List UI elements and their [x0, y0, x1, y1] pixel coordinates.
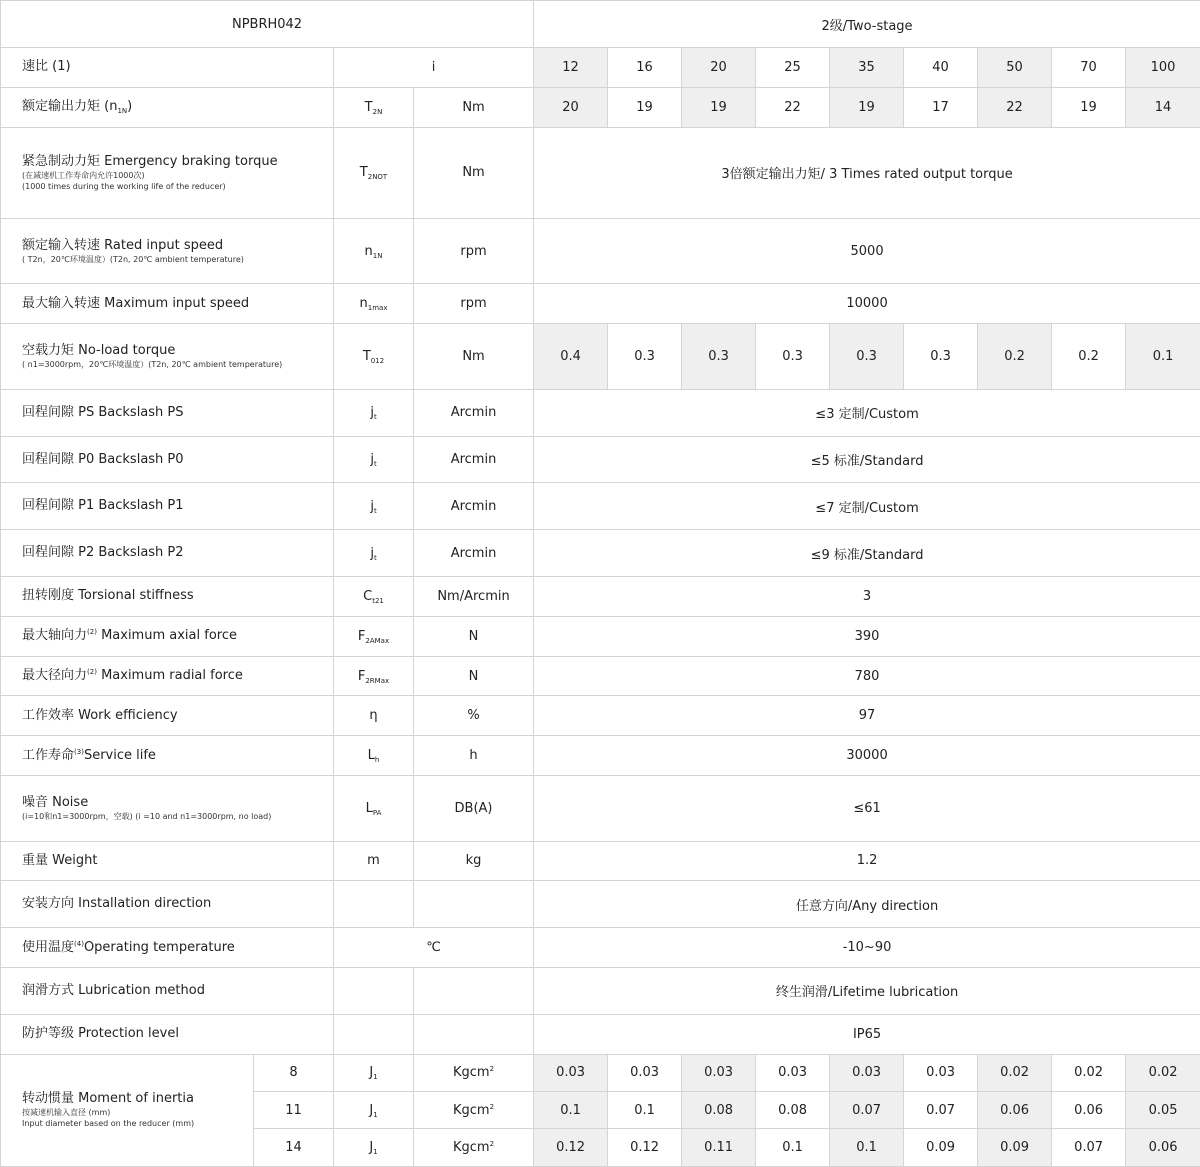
value-cell: 0.03: [682, 1054, 756, 1091]
value-cell: 50: [978, 48, 1052, 88]
value-cell: 0.4: [534, 324, 608, 390]
row-unit: Kgcm$^2$: [414, 1129, 534, 1167]
row-unit: Arcmin: [414, 436, 534, 483]
row-label: 回程间隙 P1 Backslash P1: [1, 483, 334, 530]
row-label: 额定输入转速 Rated input speed ( T2n，20℃环境温度）(T2n, 20℃ ambient temperature): [1, 218, 334, 284]
value-cell: 19: [682, 87, 756, 127]
row-symbol: $T_{2NOT}$: [334, 127, 414, 218]
row-lubrication: [1, 967, 1200, 1014]
row-label: 最大轴向力$^{(2)}$ Maximum axial force: [1, 616, 334, 656]
value-cell: 0.12: [608, 1129, 682, 1167]
value-cell: 0.3: [756, 324, 830, 390]
value-cell: 0.09: [978, 1129, 1052, 1167]
row-temperature: [1, 928, 1200, 968]
row-unit: Arcmin: [414, 389, 534, 436]
row-symbol: $F_{2RMax}$: [334, 656, 414, 696]
row-stiffness: [1, 577, 1200, 617]
value-cell: 3: [534, 577, 1200, 617]
row-radial-force: [1, 656, 1200, 696]
value-cell: 0.3: [830, 324, 904, 390]
value-cell: 97: [534, 696, 1200, 736]
value-cell: 3倍额定输出力矩/ 3 Times rated output torque: [534, 127, 1200, 218]
value-cell: 0.09: [904, 1129, 978, 1167]
value-cell: 0.1: [534, 1092, 608, 1129]
value-cell: 0.06: [978, 1092, 1052, 1129]
row-unit: [414, 881, 534, 928]
row-installation: [1, 881, 1200, 928]
row-symbol: $T_{2N}$: [334, 87, 414, 127]
value-cell: 19: [608, 87, 682, 127]
row-unit: kg: [414, 841, 534, 881]
row-inertia: [1, 1054, 1200, 1091]
row-symbol: $T_{012}$: [334, 324, 414, 390]
value-cell: 任意方向/Any direction: [534, 881, 1200, 928]
row-label: 空载力矩 No-load torque ( n1=3000rpm，20℃环境温度）(T2n, 20℃ ambient temperature): [1, 324, 334, 390]
row-symbol: $j_t$: [334, 483, 414, 530]
row-symbol: m: [334, 841, 414, 881]
value-cell: 0.1: [830, 1129, 904, 1167]
row-unit: %: [414, 696, 534, 736]
row-symbol: i: [334, 48, 534, 88]
value-cell: 5000: [534, 218, 1200, 284]
row-symbol: η: [334, 696, 414, 736]
row-label: 使用温度$^{(4)}$Operating temperature: [1, 928, 334, 968]
row-label: 回程间隙 P2 Backslash P2: [1, 530, 334, 577]
row-symbol: $J_1$: [334, 1054, 414, 1091]
value-cell: 0.06: [1126, 1129, 1200, 1167]
row-label: 重量 Weight: [1, 841, 334, 881]
value-cell: 0.07: [830, 1092, 904, 1129]
inertia-diameter: 8: [254, 1054, 334, 1091]
row-unit: Nm/Arcmin: [414, 577, 534, 617]
inertia-diameter: 14: [254, 1129, 334, 1167]
inertia-label: 转动惯量 Moment of inertia 按减速机输入直径 (mm) Input diameter based on the reducer (mm): [1, 1054, 254, 1166]
value-cell: 0.3: [904, 324, 978, 390]
value-cell: 12: [534, 48, 608, 88]
row-label: 最大径向力$^{(2)}$ Maximum radial force: [1, 656, 334, 696]
row-unit: Nm: [414, 324, 534, 390]
row-unit: Nm: [414, 127, 534, 218]
value-cell: 0.08: [756, 1092, 830, 1129]
row-backlash-p2: [1, 530, 1200, 577]
value-cell: 0.3: [682, 324, 756, 390]
row-axial-force: [1, 616, 1200, 656]
row-unit: rpm: [414, 284, 534, 324]
value-cell: 0.05: [1126, 1092, 1200, 1129]
row-symbol: [334, 1014, 414, 1054]
row-symbol: $J_1$: [334, 1092, 414, 1129]
row-rated-torque: [1, 87, 1200, 127]
model-name: NPBRH042: [1, 1, 534, 48]
row-label: 回程间隙 P0 Backslash P0: [1, 436, 334, 483]
value-cell: 终生润滑/Lifetime lubrication: [534, 967, 1200, 1014]
value-cell: 0.03: [904, 1054, 978, 1091]
row-unit: N: [414, 616, 534, 656]
value-cell: 30000: [534, 736, 1200, 776]
value-cell: 0.07: [1052, 1129, 1126, 1167]
value-cell: 19: [1052, 87, 1126, 127]
row-unit: [414, 967, 534, 1014]
value-cell: 0.1: [756, 1129, 830, 1167]
row-emergency-torque: [1, 127, 1200, 218]
row-unit: rpm: [414, 218, 534, 284]
row-label: 噪音 Noise (i=10和n1=3000rpm，空载) (i =10 and n1=3000rpm, no load): [1, 776, 334, 842]
value-cell: ≤3 定制/Custom: [534, 389, 1200, 436]
row-rated-speed: [1, 218, 1200, 284]
row-unit: Arcmin: [414, 483, 534, 530]
value-cell: 0.11: [682, 1129, 756, 1167]
inertia-diameter: 11: [254, 1092, 334, 1129]
row-backlash-p1: [1, 483, 1200, 530]
value-cell: ≤5 标准/Standard: [534, 436, 1200, 483]
value-cell: 0.1: [1126, 324, 1200, 390]
value-cell: 390: [534, 616, 1200, 656]
value-cell: ≤9 标准/Standard: [534, 530, 1200, 577]
value-cell: ≤61: [534, 776, 1200, 842]
row-symbol: $j_t$: [334, 436, 414, 483]
row-weight: [1, 841, 1200, 881]
value-cell: 0.12: [534, 1129, 608, 1167]
value-cell: 780: [534, 656, 1200, 696]
row-max-speed: [1, 284, 1200, 324]
value-cell: 22: [978, 87, 1052, 127]
value-cell: 35: [830, 48, 904, 88]
row-unit: [414, 1014, 534, 1054]
row-symbol: $F_{2AMax}$: [334, 616, 414, 656]
value-cell: 20: [682, 48, 756, 88]
value-cell: 0.08: [682, 1092, 756, 1129]
row-label: 工作寿命$^{(3)}$Service life: [1, 736, 334, 776]
row-symbol: $j_t$: [334, 389, 414, 436]
value-cell: -10~90: [534, 928, 1200, 968]
row-unit: ℃: [334, 928, 534, 968]
row-unit: Nm: [414, 87, 534, 127]
value-cell: 0.3: [608, 324, 682, 390]
row-unit: N: [414, 656, 534, 696]
row-label: 扭转刚度 Torsional stiffness: [1, 577, 334, 617]
row-backlash-p0: [1, 436, 1200, 483]
value-cell: 0.02: [1052, 1054, 1126, 1091]
row-label: 安装方向 Installation direction: [1, 881, 334, 928]
row-backlash-ps: [1, 389, 1200, 436]
row-efficiency: [1, 696, 1200, 736]
value-cell: 0.02: [1126, 1054, 1200, 1091]
value-cell: 40: [904, 48, 978, 88]
stage-title: 2级/Two-stage: [534, 1, 1200, 48]
row-symbol: $n_{1max}$: [334, 284, 414, 324]
row-unit: Kgcm$^2$: [414, 1054, 534, 1091]
header-row: [1, 1, 1200, 48]
value-cell: 16: [608, 48, 682, 88]
value-cell: 0.1: [608, 1092, 682, 1129]
value-cell: 17: [904, 87, 978, 127]
value-cell: 14: [1126, 87, 1200, 127]
value-cell: IP65: [534, 1014, 1200, 1054]
row-noise: [1, 776, 1200, 842]
value-cell: 0.03: [608, 1054, 682, 1091]
value-cell: 100: [1126, 48, 1200, 88]
value-cell: 70: [1052, 48, 1126, 88]
row-label: 速比 (1): [1, 48, 334, 88]
row-label: 回程间隙 PS Backslash PS: [1, 389, 334, 436]
row-symbol: $J_1$: [334, 1129, 414, 1167]
row-label: 防护等级 Protection level: [1, 1014, 334, 1054]
value-cell: 0.03: [830, 1054, 904, 1091]
value-cell: 10000: [534, 284, 1200, 324]
row-unit: Kgcm$^2$: [414, 1092, 534, 1129]
row-unit: Arcmin: [414, 530, 534, 577]
value-cell: 0.03: [534, 1054, 608, 1091]
row-label: 最大输入转速 Maximum input speed: [1, 284, 334, 324]
row-symbol: $L_{PA}$: [334, 776, 414, 842]
value-cell: ≤7 定制/Custom: [534, 483, 1200, 530]
row-service-life: [1, 736, 1200, 776]
row-label: 润滑方式 Lubrication method: [1, 967, 334, 1014]
row-protection: [1, 1014, 1200, 1054]
value-cell: 1.2: [534, 841, 1200, 881]
value-cell: 22: [756, 87, 830, 127]
row-unit: DB(A): [414, 776, 534, 842]
row-symbol: $C_{t21}$: [334, 577, 414, 617]
value-cell: 20: [534, 87, 608, 127]
row-label: 额定输出力矩 $(n_{1N})$: [1, 87, 334, 127]
row-label: 紧急制动力矩 Emergency braking torque (在减速机工作寿命内允许1000次) (1000 times during the working life of the reducer): [1, 127, 334, 218]
row-ratio: [1, 48, 1200, 88]
row-label: 工作效率 Work efficiency: [1, 696, 334, 736]
value-cell: 0.2: [1052, 324, 1126, 390]
row-symbol: $L_h$: [334, 736, 414, 776]
value-cell: 0.06: [1052, 1092, 1126, 1129]
value-cell: 0.02: [978, 1054, 1052, 1091]
value-cell: 0.03: [756, 1054, 830, 1091]
row-symbol: [334, 967, 414, 1014]
value-cell: 19: [830, 87, 904, 127]
row-symbol: $j_t$: [334, 530, 414, 577]
row-symbol: $n_{1N}$: [334, 218, 414, 284]
row-symbol: [334, 881, 414, 928]
value-cell: 0.2: [978, 324, 1052, 390]
value-cell: 0.07: [904, 1092, 978, 1129]
row-unit: h: [414, 736, 534, 776]
row-noload-torque: [1, 324, 1200, 390]
value-cell: 25: [756, 48, 830, 88]
